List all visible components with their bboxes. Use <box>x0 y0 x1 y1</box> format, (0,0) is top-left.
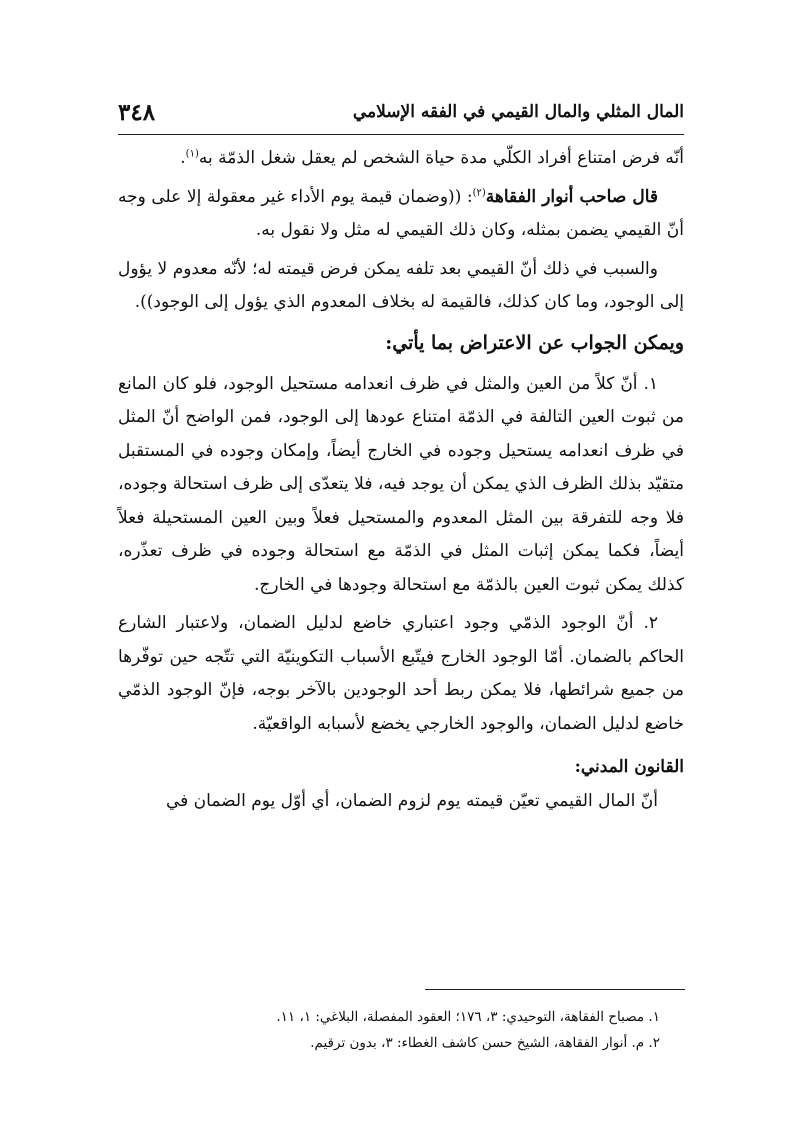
running-title: المال المثلي والمال القيمي في الفقه الإسلامي <box>352 102 684 122</box>
list-item-1: ١. أنّ كلاً من العين والمثل في ظرف انعدامه مستحيل الوجود، فلو كان المانع من ثبوت العين التالفة في الذمّة امتناع عودها إلى الوجود، فمن الواضح أنّ المثل في ظرف انعدامه يستحيل وجوده في الخارج أيضاً، وإمكان وجوده في المستقبل متقيّد بذلك الظرف الذي يمكن أن يوجد فيه، فلا يتعدّى إلى ظرف استحالة وجوده، فلا وجه للتفرقة بين المثل المعدوم والمستحيل فعلاً وبين العين المستحيلة فعلاً أيضاً، فكما يمكن إثبات المثل في الذمّة مع استحالة وجوده في ظرف تعذّره، كذلك يمكن ثبوت العين بالذمّة مع استحالة وجودها في الخارج. <box>118 373 684 595</box>
page-header <box>118 92 684 132</box>
paragraph-1: أنّه فرض امتناع أفراد الكلّي مدة حياة الشخص لم يعقل شغل الذمّة به$^{(١)}$. <box>180 148 684 168</box>
paragraph-last: أنّ المال القيمي تعيّن قيمته يوم لزوم الضمان، أي أوّل يوم الضمان في <box>165 791 658 811</box>
paragraph-3: والسبب في ذلك أنّ القيمي بعد تلفه يمكن فرض قيمته له؛ لأنّه معدوم لا يؤول إلى الوجود، وما كان كذلك، فالقيمة له بخلاف المعدوم الذي يؤول إلى الوجود)). <box>118 258 684 312</box>
footnote-ref-2[interactable]: (٢) <box>472 186 486 198</box>
quote-source-lead: قال صاحب أنوار الفقاهة <box>485 186 658 207</box>
list-item-2: ٢. أنّ الوجود الذمّي وجود اعتباري خاضع لدليل الضمان، ولاعتبار الشارع الحاكم بالضمان. أمّا الوجود الخارج فيتّبع الأسباب التكوينيّة التي تتّجه حين توفّرها من جميع شرائطها، فلا يمكن ربط أحد الوجودين بالآخر بوجه، فإنّ الوجود الذمّي خاضع لدليل الضمان، والوجود الخارجي يخضع لأسبابه الواقعيّة. <box>118 613 684 734</box>
paragraph-2: قال صاحب أنوار الفقاهة$^{(٢)}$: ((وضمان قيمة يوم الأداء غير معقولة إلا على وجه أنّ القيمي يضمن بمثله، وكان ذلك القيمي له مثل ولا نقول به. <box>118 186 684 240</box>
section-title: القانون المدني: <box>574 757 684 777</box>
footnote-2: ٢. م. أنوار الفقاهة، الشيخ حسن كاشف الغطاء: ٣، بدون ترقيم. <box>310 1035 660 1051</box>
footnote-divider <box>425 989 685 990</box>
footnote-ref-1[interactable]: (١) <box>185 148 199 160</box>
subheading: ويمكن الجواب عن الاعتراض بما يأتي: <box>385 331 684 354</box>
footnote-1: ١. مصباح الفقاهة، التوحيدي: ٣، ١٧٦؛ العقود المفصلة، البلاغي: ١، ١١. <box>276 1009 660 1025</box>
header-divider <box>118 134 684 135</box>
footnotes <box>118 1004 684 1056</box>
page-number: ٣٤٨ <box>118 98 156 126</box>
main-text <box>118 142 684 819</box>
